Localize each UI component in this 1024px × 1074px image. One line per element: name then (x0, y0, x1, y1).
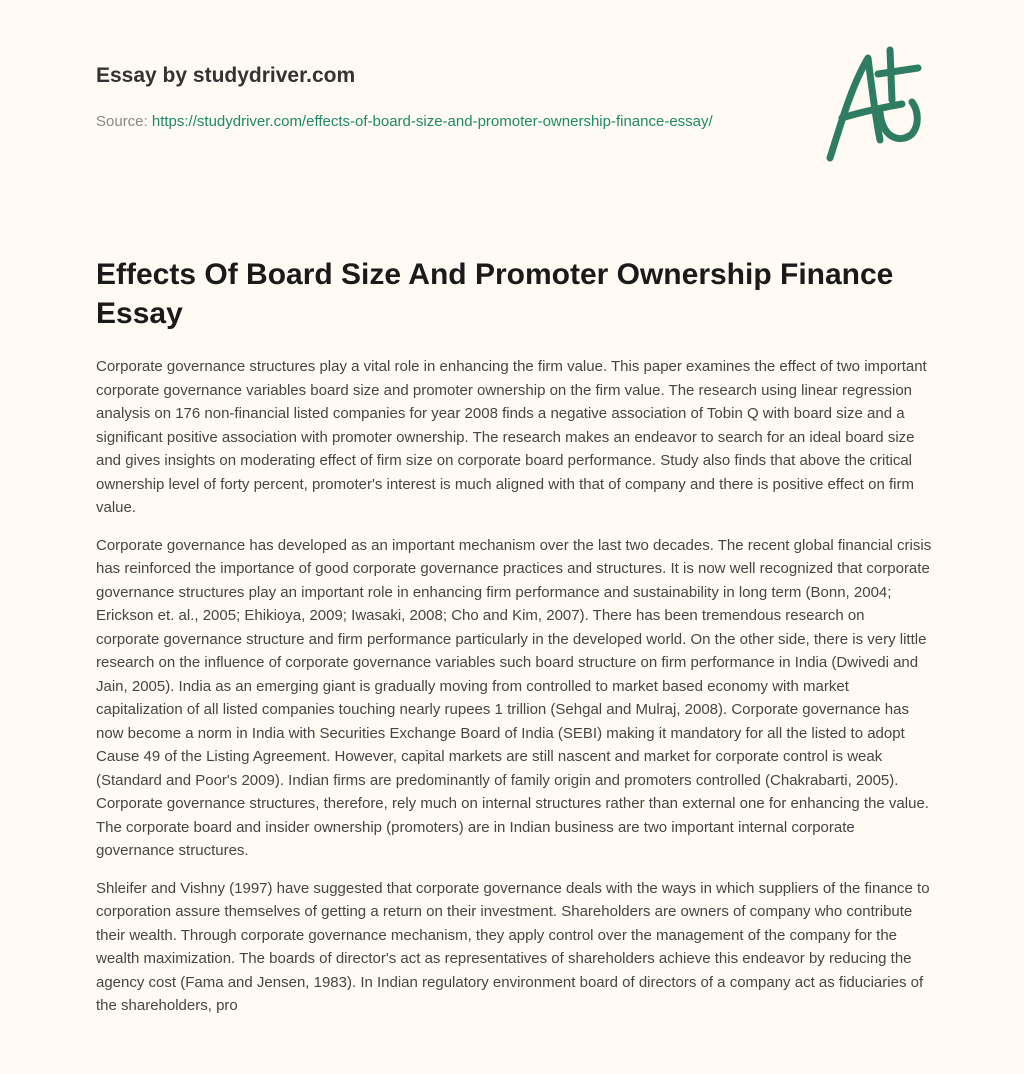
article-title: Effects Of Board Size And Promoter Ownership Finance Essay (96, 258, 894, 330)
paragraph: Shleifer and Vishny (1997) have suggested that corporate governance deals with the ways in which suppliers of the finance to corporation assure themselves of getting a return on their investment. Shareholders are owners of company who contribute their wealth. Through corporate governance mechanism, they apply control over the management of the company for the wealth maximization. The boards of director's act as representatives of shareholders achieve this endeavor by reducing the agency cost (Fama and Jensen, 1983). In Indian regulatory environment board of directors of a company act as fiduciaries of the shareholders, pro (96, 879, 930, 1014)
paragraph: Corporate governance structures play a vital role in enhancing the firm value. This paper examines the effect of two important corporate governance variables board size and promoter ownership on the firm value. The research using linear regression analysis on 176 non-financial listed companies for year 2008 finds a negative association of Tobin Q with board size and a significant positive association with promoter ownership. The research makes an endeavor to search for an ideal board size and gives insights on moderating effect of firm size on corporate board performance. Study also finds that above the critical ownership level of forty percent, promoter's interest is much aligned with that of company and there is positive effect on firm value. (96, 358, 927, 516)
source-label: Source: (96, 113, 148, 130)
source-link[interactable]: https://studydriver.com/effects-of-board-size-and-promoter-ownership-finance-essay/ (151, 113, 713, 130)
article-body (96, 355, 932, 1032)
site-title: Essay by studydriver.com (96, 64, 356, 87)
a-plus-logo-icon (820, 40, 930, 170)
paragraph: Corporate governance has developed as an important mechanism over the last two decades. The recent global financial crisis has reinforced the importance of good corporate governance practices and structures. It is now well recognized that corporate governance structures play an important role in enhancing firm performance and sustainability in long term (Bonn, 2004; Erickson et. al., 2005; Ehikioya, 2009; Iwasaki, 2008; Cho and Kim, 2007). There has been tremendous research on corporate governance structure and firm performance particularly in the developed world. On the other side, there is very little research on the influence of corporate governance variables such board structure on firm performance in India (Dwivedi and Jain, 2005). India as an emerging giant is gradually moving from controlled to market based economy with market capitalization of all listed companies touching nearly rupees 1 trillion (Sehgal and Mulraj, 2008). Corporate governance has now become a norm in India with Securities Exchange Board of India (SEBI) making it mandatory for all the listed to adopt Cause 49 of the Listing Agreement. However, capital markets are still nascent and market for corporate control is weak (Standard and Poor's 2009). Indian firms are predominantly of family origin and promoters controlled (Chakrabarti, 2005). Corporate governance structures, therefore, rely much on internal structures rather than external one for enhancing the value. The corporate board and insider ownership (promoters) are in Indian business are two important internal corporate governance structures. (96, 536, 932, 859)
header (96, 64, 796, 133)
source-line (96, 110, 746, 133)
